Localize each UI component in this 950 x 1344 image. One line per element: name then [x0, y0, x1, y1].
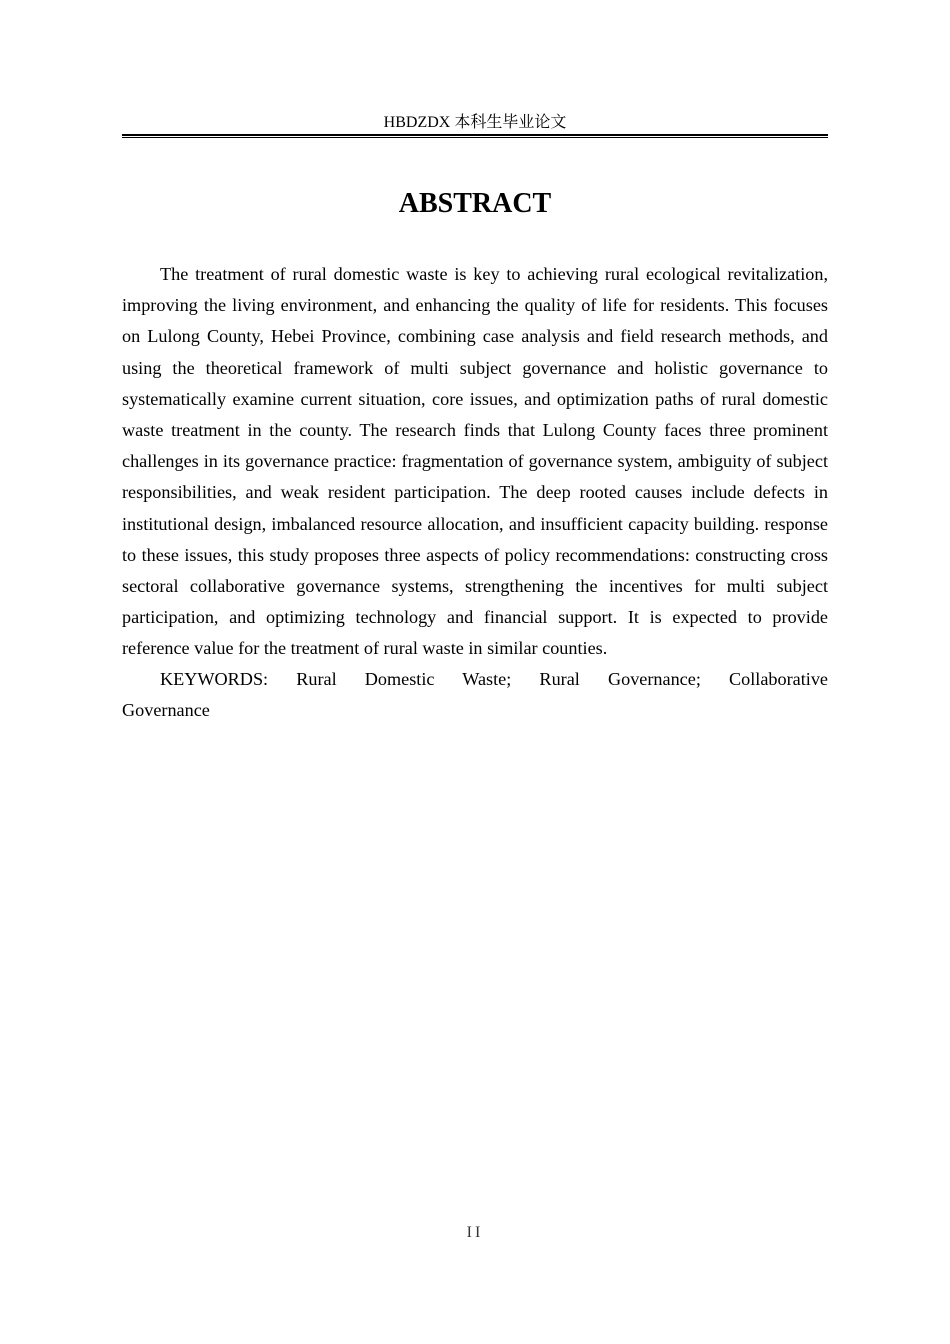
abstract-title: ABSTRACT [398, 188, 552, 219]
keywords: KEYWORDS: Rural Domestic Waste; Rural Governance; Collaborative Governance [122, 669, 828, 721]
header-rule [122, 134, 828, 138]
abstract-body: The treatment of rural domestic waste is key to achieving rural ecological revitalization, improving the living environment, and enhancing the quality of life for residents. This focuses on Lulong County, Hebei Province, combining case analysis and field research methods, and using the theoretical framework of multi subject governance and holistic governance to systematically examine current situation, core issues, and optimization paths of rural domestic waste treatment in the county. The research finds that Lulong County faces three prominent challenges in its governance practice: fragmentation of governance system, ambiguity of subject responsibilities, and weak resident participation. The deep rooted causes include defects in institutional design, imbalanced resource allocation, and insufficient capacity building. response to these issues, this study proposes three aspects of policy recommendations: constructing cross sectoral collaborative governance systems, strengthening the incentives for multi subject participation, and optimizing technology and financial support. It is expected to provide reference value for the treatment of rural waste in similar counties. [122, 264, 828, 659]
page-header: HBDZDX 本科生毕业论文 [383, 114, 567, 131]
page-number: II [466, 1224, 484, 1241]
